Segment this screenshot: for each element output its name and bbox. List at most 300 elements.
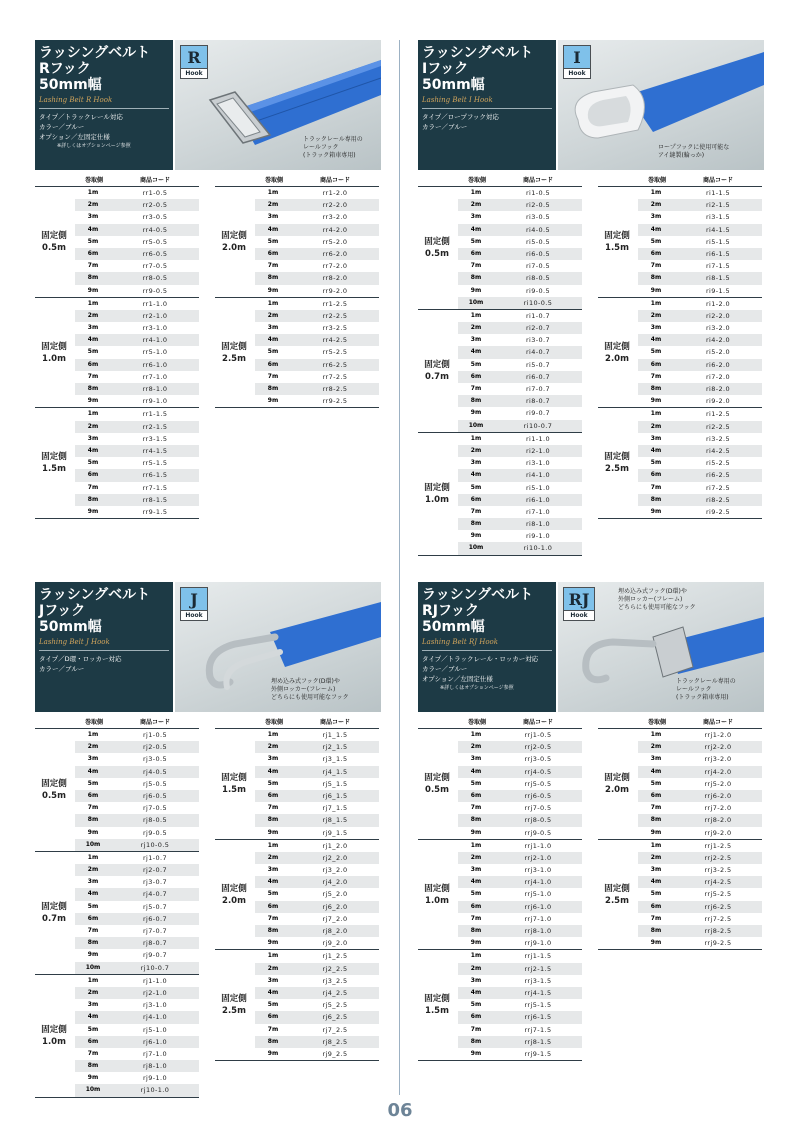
roll-length: 7m (650, 262, 662, 270)
fixed-length-group (598, 298, 762, 409)
table-row (638, 408, 762, 420)
table-row (255, 876, 379, 888)
product-code: rrj7-0.5 (524, 804, 552, 813)
product-code: rr8-0.5 (142, 274, 168, 283)
product-code: ri2-1.5 (705, 201, 731, 210)
fixed-length-group (598, 187, 762, 298)
table-row (638, 814, 762, 826)
table-row (255, 950, 379, 962)
table-row (255, 224, 379, 236)
fixed-side-text: 0.7m (42, 913, 66, 924)
product-code: ri3-1.0 (525, 459, 551, 468)
fixed-side-label (598, 187, 636, 297)
roll-length: 9m (87, 828, 99, 836)
table-row (75, 187, 199, 199)
table-row (638, 925, 762, 937)
callout-line: 外側ロッカー(フレーム) (271, 686, 336, 693)
roll-length: 9m (87, 397, 99, 405)
product-code: ri4-2.0 (705, 336, 731, 345)
roll-length: 7m (267, 372, 279, 380)
roll-length: 6m (267, 791, 279, 799)
table-row (638, 778, 762, 790)
spec-color: カラー／ブルー (39, 665, 85, 673)
roll-length: 7m (267, 1025, 279, 1033)
roll-length: 6m (87, 471, 99, 479)
roll-length: 10m (468, 544, 484, 552)
table-row (75, 741, 199, 753)
fixed-side-text: 0.5m (42, 790, 66, 801)
roll-length: 1m (87, 976, 99, 984)
table-row (75, 1024, 199, 1036)
product-code: ri8-1.0 (525, 520, 551, 529)
hook-badge (180, 45, 208, 79)
table-row (75, 199, 199, 211)
roll-length: 2m (87, 743, 99, 751)
table-row (638, 310, 762, 322)
table-row (255, 383, 379, 395)
product-code: ri5-0.5 (525, 237, 551, 246)
product-code: rj5-1.0 (142, 1025, 168, 1034)
product-code: rr3-1.0 (142, 324, 168, 333)
table-row (255, 827, 379, 839)
roll-length: 4m (470, 471, 482, 479)
fixed-side-text: 固定側 (424, 236, 450, 247)
table-row (75, 236, 199, 248)
spec-type: タイプ／ロープフック対応 (422, 113, 499, 121)
product-code: ri6-2.0 (705, 360, 731, 369)
roll-length: 4m (87, 767, 99, 775)
product-code: rr7-1.0 (142, 372, 168, 381)
product-code: rr8-2.0 (322, 274, 348, 283)
table-row (75, 790, 199, 802)
table-row (638, 346, 762, 358)
roll-length: 2m (87, 988, 99, 996)
table-row (638, 901, 762, 913)
roll-length: 7m (470, 1025, 482, 1033)
fixed-side-text: 2.0m (605, 784, 629, 795)
roll-length: 1m (87, 853, 99, 861)
header-length: 巻取側 (84, 719, 103, 726)
product-code: rj4-1.0 (142, 1013, 168, 1022)
table-row (255, 975, 379, 987)
table-row (638, 506, 762, 518)
product-section-rj-hook (418, 582, 764, 1058)
hook-badge (563, 45, 591, 79)
product-code: ri1-1.0 (525, 434, 551, 443)
roll-length: 3m (87, 324, 99, 332)
table-row (75, 1011, 199, 1023)
roll-length: 4m (650, 225, 662, 233)
roll-length: 1m (470, 731, 482, 738)
table-row (75, 359, 199, 371)
product-code: rrj9-0.5 (524, 828, 552, 837)
roll-length: 2m (650, 743, 662, 751)
roll-length: 5m (267, 348, 279, 356)
roll-length: 5m (650, 237, 662, 245)
table-row (638, 433, 762, 445)
roll-length: 7m (87, 262, 99, 270)
product-code: ri8-0.7 (525, 397, 551, 406)
fixed-side-label (215, 950, 253, 1060)
product-code: rr2-2.5 (322, 311, 348, 320)
callout-line: (トラック箱車専用) (676, 694, 729, 701)
table-row (638, 802, 762, 814)
fixed-side-text: 固定側 (604, 772, 630, 783)
product-code: rrj2-0.5 (524, 743, 552, 752)
product-code: rj9_2.0 (322, 939, 348, 948)
fixed-side-text: 2.5m (605, 464, 629, 475)
table-row (75, 975, 199, 987)
product-code: rj7-0.7 (142, 927, 168, 935)
product-code: rj9_1.5 (322, 828, 348, 837)
roll-length: 7m (650, 483, 662, 491)
fixed-side-label (215, 840, 253, 950)
roll-length: 9m (470, 409, 482, 417)
fixed-side-text: 固定側 (221, 341, 247, 352)
header-code: 商品コード (522, 719, 553, 726)
table-row (458, 999, 582, 1011)
table-row (255, 999, 379, 1011)
fixed-side-text: 0.7m (425, 371, 449, 382)
table-row (638, 913, 762, 925)
roll-length: 3m (650, 434, 662, 442)
product-code: ri9-1.5 (705, 286, 731, 295)
product-code: rj4-0.5 (142, 767, 168, 776)
header-length: 巻取側 (264, 719, 283, 726)
fixed-side-label (598, 298, 636, 408)
product-code: ri7-2.5 (705, 483, 731, 492)
product-code: rj8-0.7 (142, 939, 168, 948)
table-row (75, 913, 199, 925)
product-code: rrj8-2.0 (704, 816, 732, 825)
roll-length: 9m (470, 532, 482, 540)
product-code: rr1-2.0 (322, 189, 348, 197)
roll-length: 4m (267, 767, 279, 775)
roll-length: 5m (267, 1001, 279, 1009)
table-row (255, 1024, 379, 1036)
product-code: rj7_2.5 (322, 1025, 348, 1034)
roll-length: 9m (87, 951, 99, 959)
product-code: rr6-1.0 (142, 360, 168, 369)
header-code: 商品コード (139, 177, 170, 184)
product-code: rr4-1.5 (142, 446, 168, 455)
product-code: rj2_1.5 (322, 743, 348, 752)
product-code: ri1-0.5 (525, 189, 551, 197)
roll-length: 10m (85, 840, 101, 848)
product-code: rrj2-2.5 (704, 853, 732, 862)
roll-length: 7m (87, 1049, 99, 1057)
table-row (458, 272, 582, 284)
roll-length: 3m (470, 213, 482, 221)
roll-length: 8m (267, 1037, 279, 1045)
product-code: rrj1-2.5 (704, 841, 732, 850)
table-row (75, 346, 199, 358)
product-code: rj2_2.5 (322, 964, 348, 973)
badge-sub: Hook (185, 70, 203, 77)
product-code: rr1-1.5 (142, 410, 168, 419)
product-code: rj4_1.5 (322, 767, 348, 776)
product-code: rrj3-2.5 (704, 866, 732, 875)
table-row (75, 814, 199, 826)
fixed-side-label (35, 729, 73, 851)
table-row (255, 322, 379, 334)
roll-length: 9m (267, 1049, 279, 1057)
table-row (638, 852, 762, 864)
table-row (458, 199, 582, 211)
product-photo (558, 582, 764, 712)
table-row (255, 778, 379, 790)
roll-length: 6m (87, 360, 99, 368)
roll-length: 2m (470, 446, 482, 454)
product-code: ri4-1.0 (525, 471, 551, 480)
belt-width: 50mm幅 (422, 77, 485, 93)
fixed-length-group (418, 310, 582, 433)
roll-length: 8m (87, 816, 99, 824)
title-box (418, 40, 556, 170)
product-code: rj1-1.0 (142, 976, 168, 985)
table-row (255, 310, 379, 322)
product-code: rj9-0.7 (142, 951, 168, 960)
table-row (75, 937, 199, 949)
roll-length: 5m (87, 902, 99, 910)
fixed-side-label (215, 729, 253, 839)
roll-length: 2m (650, 311, 662, 319)
roll-length: 4m (650, 767, 662, 775)
product-code: ri1-1.5 (705, 189, 731, 197)
product-code: ri5-0.7 (525, 360, 551, 369)
table-row (458, 1011, 582, 1023)
product-code: ri10-0.7 (523, 421, 553, 430)
roll-length: 7m (470, 507, 482, 515)
roll-length: 1m (470, 841, 482, 849)
product-code: ri6-1.5 (705, 249, 731, 258)
roll-length: 1m (470, 952, 482, 960)
product-code: rj7_2.0 (322, 914, 348, 923)
product-code: rj8-0.5 (142, 816, 168, 825)
roll-length: 7m (470, 262, 482, 270)
product-code: rrj9-2.0 (704, 828, 732, 837)
product-code: rrj2-2.0 (704, 743, 732, 752)
roll-length: 6m (470, 372, 482, 380)
hook-type: RJフック (422, 603, 480, 619)
title-box (35, 40, 173, 170)
roll-length: 2m (87, 201, 99, 209)
table-row (75, 469, 199, 481)
fixed-side-text: 固定側 (41, 230, 67, 241)
table-row (638, 371, 762, 383)
table-row (638, 187, 762, 199)
product-code: rrj5-2.5 (704, 890, 732, 899)
english-title: Lashing Belt R Hook (39, 96, 169, 109)
roll-length: 6m (470, 791, 482, 799)
product-code: ri9-2.5 (705, 507, 731, 516)
photo-callout (303, 136, 363, 160)
product-code: ri10-0.5 (523, 298, 553, 307)
roll-length: 5m (650, 348, 662, 356)
product-code: ri9-2.0 (705, 397, 731, 406)
roll-length: 5m (470, 779, 482, 787)
product-code: ri8-2.5 (705, 495, 731, 504)
photo-callout-2 (676, 678, 736, 702)
table-row (638, 260, 762, 272)
product-code: rj7-1.0 (142, 1049, 168, 1058)
table-header (215, 717, 379, 729)
table-row (638, 445, 762, 457)
roll-length: 4m (650, 446, 662, 454)
fixed-length-group (215, 840, 379, 951)
center-divider (399, 40, 400, 1095)
roll-length: 6m (267, 249, 279, 257)
table-row (458, 457, 582, 469)
roll-length: 5m (87, 237, 99, 245)
table-row (638, 888, 762, 900)
fixed-side-text: 固定側 (41, 901, 67, 912)
header-code: 商品コード (522, 177, 553, 184)
roll-length: 3m (267, 324, 279, 332)
roll-length: 8m (267, 385, 279, 392)
table-row (458, 840, 582, 852)
fixed-side-text: 0.5m (425, 248, 449, 259)
table-row (458, 937, 582, 949)
table-row (458, 987, 582, 999)
fixed-side-text: 固定側 (424, 772, 450, 783)
table-row (638, 840, 762, 852)
product-code: ri3-0.5 (525, 213, 551, 222)
product-title: ラッシングベルト (422, 587, 534, 603)
roll-length: 1m (470, 189, 482, 196)
table-row (458, 542, 582, 554)
table-row (458, 913, 582, 925)
roll-length: 3m (470, 866, 482, 874)
table-row (638, 359, 762, 371)
badge-letter: J (181, 588, 207, 611)
product-code: rj2_2.0 (322, 853, 348, 862)
callout-line: (トラック箱車専用) (303, 152, 356, 159)
badge-letter: R (181, 46, 207, 69)
roll-length: 5m (87, 1025, 99, 1033)
roll-length: 10m (468, 298, 484, 306)
roll-length: 4m (470, 878, 482, 886)
roll-length: 4m (87, 446, 99, 454)
table-row (255, 864, 379, 876)
table-row (638, 753, 762, 765)
roll-length: 3m (650, 755, 662, 763)
product-code: rj8_1.5 (322, 816, 348, 825)
product-section-i-hook (418, 40, 764, 553)
roll-length: 1m (650, 189, 662, 196)
roll-length: 3m (650, 866, 662, 874)
product-code: rrj3-1.0 (524, 866, 552, 875)
table-row (458, 211, 582, 223)
roll-length: 5m (87, 459, 99, 467)
table-row (255, 987, 379, 999)
roll-length: 2m (87, 311, 99, 319)
product-code: rrj6-1.5 (524, 1013, 552, 1022)
roll-length: 7m (470, 914, 482, 922)
roll-length: 2m (87, 866, 99, 874)
product-code: rrj3-1.5 (524, 976, 552, 985)
roll-length: 9m (470, 1049, 482, 1057)
fixed-side-label (598, 840, 636, 950)
table-row (458, 248, 582, 260)
roll-length: 6m (470, 495, 482, 503)
product-code: rj9-1.0 (142, 1074, 168, 1083)
fixed-side-text: 2.0m (222, 895, 246, 906)
badge-sub: Hook (568, 70, 586, 77)
product-code: ri3-1.5 (705, 213, 731, 222)
roll-length: 4m (87, 1013, 99, 1021)
table-row (75, 310, 199, 322)
english-title: Lashing Belt RJ Hook (422, 638, 552, 651)
product-code: ri6-0.5 (525, 249, 551, 258)
roll-length: 8m (650, 385, 662, 392)
roll-length: 7m (267, 262, 279, 270)
roll-length: 1m (87, 299, 99, 307)
roll-length: 1m (267, 299, 279, 307)
product-code: rj8-1.0 (142, 1062, 168, 1071)
table-row (75, 888, 199, 900)
roll-length: 8m (650, 274, 662, 282)
roll-length: 3m (470, 755, 482, 763)
table-row (75, 421, 199, 433)
product-code: rrj7-1.5 (524, 1025, 552, 1034)
product-code: rj10-0.5 (140, 840, 170, 849)
product-code: rrj7-2.5 (704, 914, 732, 923)
table-row (75, 248, 199, 260)
table-row (638, 334, 762, 346)
fixed-side-text: 固定側 (424, 994, 450, 1005)
fixed-side-text: 固定側 (604, 230, 630, 241)
roll-length: 8m (87, 1062, 99, 1070)
product-code: ri3-0.7 (525, 336, 551, 345)
roll-length: 4m (650, 336, 662, 344)
product-photo (175, 40, 381, 170)
roll-length: 5m (650, 459, 662, 467)
product-code: rj8_2.0 (322, 927, 348, 935)
product-code: rj2-1.0 (142, 988, 168, 997)
product-code: ri2-0.7 (525, 324, 551, 333)
product-section-r-hook (35, 40, 381, 516)
table-row (255, 298, 379, 310)
roll-length: 6m (267, 360, 279, 368)
table-row (255, 1011, 379, 1023)
callout-line: トラックレール専用の (676, 678, 736, 685)
photo-callout (618, 588, 696, 612)
fixed-side-text: 2.5m (605, 895, 629, 906)
roll-length: 1m (650, 841, 662, 849)
table-row (255, 1048, 379, 1060)
table-row (75, 729, 199, 741)
header-length: 巻取側 (467, 177, 486, 184)
fixed-side-text: 固定側 (424, 359, 450, 370)
fixed-side-text: 固定側 (41, 1024, 67, 1035)
roll-length: 3m (267, 976, 279, 984)
hook-badge (563, 587, 595, 621)
product-code: ri3-2.5 (705, 434, 731, 443)
table-row (75, 753, 199, 765)
roll-length: 4m (87, 225, 99, 233)
belt-width: 50mm幅 (422, 619, 485, 635)
fixed-side-label (418, 310, 456, 432)
roll-length: 6m (650, 249, 662, 257)
table-header (598, 175, 762, 187)
roll-length: 5m (470, 483, 482, 491)
spec-type: タイプ／D環・ロッカー対応 (39, 655, 122, 663)
roll-length: 6m (470, 1013, 482, 1021)
roll-length: 2m (267, 743, 279, 751)
product-code: rj10-1.0 (140, 1086, 170, 1095)
belt-width: 50mm幅 (39, 619, 102, 635)
